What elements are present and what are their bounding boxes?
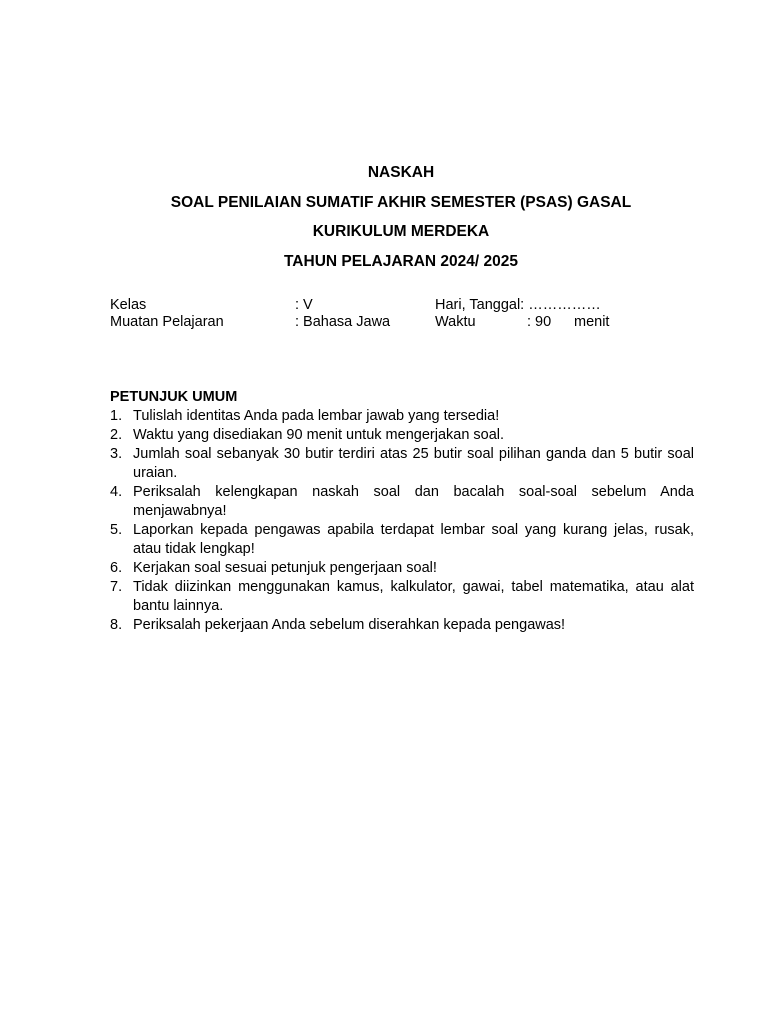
waktu-value: : 90: [527, 314, 552, 330]
list-item-number: 7.: [110, 579, 123, 595]
list-item: [110, 483, 694, 521]
muatan-label: Muatan Pelajaran: [110, 314, 224, 330]
list-item-text: Kerjakan soal sesuai petunjuk pengerjaan soal!: [133, 560, 437, 576]
list-item: [110, 426, 694, 445]
list-item: [110, 559, 694, 578]
hari-tanggal-label: Hari, Tanggal: ……………: [435, 297, 601, 313]
list-item-number: 2.: [110, 427, 123, 443]
list-item-text: Periksalah kelengkapan naskah soal dan bacalah soal-soal sebelum Anda menjawabnya!: [133, 484, 694, 519]
instructions-heading: PETUNJUK UMUM: [110, 389, 238, 405]
list-item-text: Tulislah identitas Anda pada lembar jawab yang tersedia!: [133, 408, 500, 424]
list-item-number: 4.: [110, 484, 123, 500]
list-item-text: Periksalah pekerjaan Anda sebelum diserahkan kepada pengawas!: [133, 617, 566, 633]
list-item-number: 6.: [110, 560, 123, 576]
waktu-label: Waktu: [435, 314, 476, 330]
list-item-text: Jumlah soal sebanyak 30 butir terdiri atas 25 butir soal pilihan ganda dan 5 butir soal uraian.: [133, 446, 694, 481]
list-item: [110, 407, 694, 426]
list-item-text: Waktu yang disediakan 90 menit untuk mengerjakan soal.: [133, 427, 505, 443]
list-item-number: 1.: [110, 408, 123, 424]
kelas-value: : V: [295, 297, 313, 313]
list-item: [110, 445, 694, 483]
document-title: [0, 163, 768, 281]
muatan-value: : Bahasa Jawa: [295, 314, 391, 330]
waktu-unit: menit: [574, 314, 610, 330]
title-line-naskah: NASKAH: [367, 164, 435, 181]
list-item-text: Tidak diizinkan menggunakan kamus, kalkulator, gawai, tabel matematika, atau alat bantu lainnya.: [133, 579, 694, 614]
title-line-curriculum: KURIKULUM MERDEKA: [312, 223, 490, 240]
list-item-number: 8.: [110, 617, 123, 633]
list-item: [110, 521, 694, 559]
instructions-list: [110, 407, 694, 635]
general-instructions: [110, 388, 694, 635]
list-item-text: Laporkan kepada pengawas apabila terdapat lembar soal yang kurang jelas, rusak, atau tidak lengkap!: [133, 522, 694, 557]
list-item: [110, 578, 694, 616]
title-line-exam-name: SOAL PENILAIAN SUMATIF AKHIR SEMESTER (PSAS) GASAL: [170, 193, 632, 211]
list-item-number: 3.: [110, 446, 123, 462]
title-line-academic-year: TAHUN PELAJARAN 2024/ 2025: [283, 252, 518, 270]
list-item-number: 5.: [110, 522, 123, 538]
kelas-label: Kelas: [110, 297, 147, 313]
list-item: [110, 616, 694, 635]
